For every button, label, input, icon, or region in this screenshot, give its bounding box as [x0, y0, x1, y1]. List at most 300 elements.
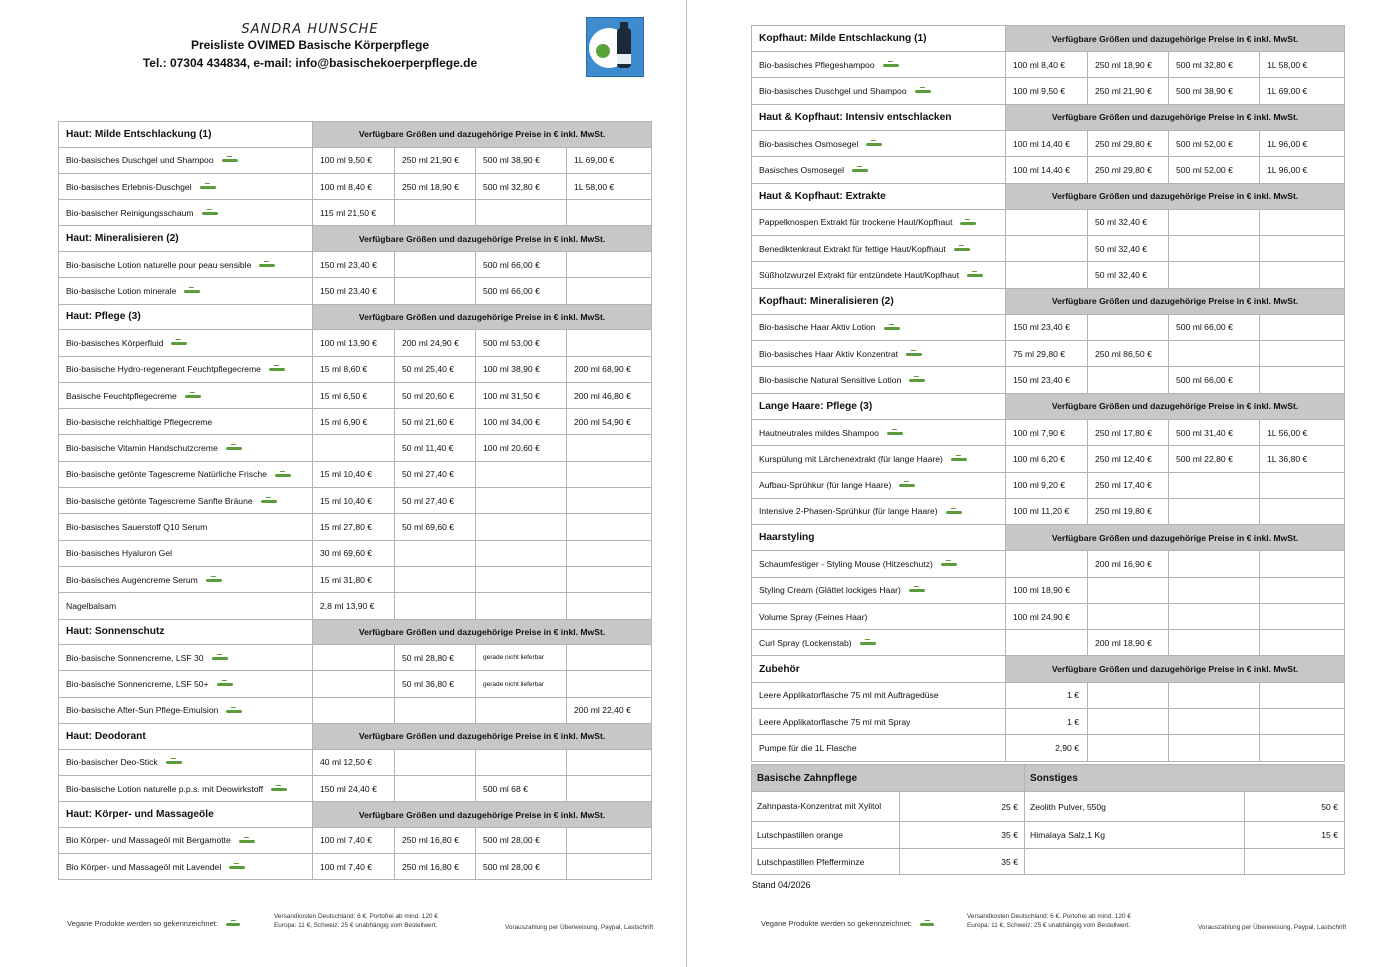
price-cell: 200 ml 54,90 € — [567, 409, 652, 435]
price-cell — [395, 593, 476, 619]
product-name: Süßholzwurzel Extrakt für entzündete Haut/Kopfhaut — [759, 269, 960, 280]
extras-row — [752, 849, 1345, 875]
price-cell: 15 ml 6,90 € — [313, 409, 395, 435]
section-header-row — [752, 525, 1345, 551]
zahnpflege-title: Basische Zahnpflege — [752, 765, 1025, 792]
product-name: Pappelknospen Extrakt für trockene Haut/Kopfhaut — [759, 217, 953, 228]
vegan-leaf-icon — [226, 923, 240, 926]
vegan-leaf-icon — [239, 840, 255, 843]
price-cell: 150 ml 23,40 € — [1006, 314, 1088, 340]
product-name-cell — [59, 593, 313, 619]
price-cell — [313, 697, 395, 723]
product-name: Bio-basischer Deo-Stick — [66, 757, 158, 768]
product-row — [752, 209, 1345, 235]
product-name-cell — [752, 708, 1006, 734]
section-price-header: Verfügbare Größen und dazugehörige Preise in € inkl. MwSt. — [313, 304, 652, 330]
product-name-cell — [59, 382, 313, 408]
price-cell: 50 ml 11,40 € — [395, 435, 476, 461]
product-name: Bio-basisches Körperfluid — [66, 337, 164, 348]
product-name: Bio-basisches Erlebnis-Duschgel — [66, 181, 192, 192]
price-cell — [1169, 209, 1260, 235]
price-cell: 200 ml 16,90 € — [1088, 551, 1169, 577]
product-row — [59, 435, 652, 461]
price-cell — [1260, 630, 1345, 656]
product-row — [752, 367, 1345, 393]
vegan-leaf-icon — [212, 657, 228, 660]
vegan-leaf-icon — [226, 447, 242, 450]
price-cell — [476, 749, 567, 775]
price-cell: 2,90 € — [1006, 735, 1088, 761]
price-cell: 250 ml 21,90 € — [1088, 78, 1169, 104]
price-cell — [567, 775, 652, 801]
price-cell — [313, 435, 395, 461]
price-cell — [567, 593, 652, 619]
product-name-cell — [752, 551, 1006, 577]
product-name-cell — [752, 446, 1006, 472]
price-cell: 500 ml 66,00 € — [476, 252, 567, 278]
product-name: Benediktenkraut Extrakt für fettige Haut/Kopfhaut — [759, 243, 946, 254]
vegan-leaf-icon — [960, 222, 976, 225]
extras-item: Zahnpasta-Konzentrat mit Xylitol — [752, 792, 900, 822]
price-cell: 150 ml 23,40 € — [313, 278, 395, 304]
price-cell: 250 ml 86,50 € — [1088, 341, 1169, 367]
price-cell: 100 ml 7,90 € — [1006, 419, 1088, 445]
price-cell: 100 ml 7,40 € — [313, 854, 395, 880]
section-title: Haut & Kopfhaut: Intensiv entschlacken — [752, 104, 1006, 130]
price-cell — [476, 593, 567, 619]
price-cell — [1260, 682, 1345, 708]
product-name: Schaumfestiger - Styling Mouse (Hitzeschutz) — [759, 558, 933, 569]
price-cell: 500 ml 66,00 € — [1169, 367, 1260, 393]
product-name-cell — [752, 472, 1006, 498]
product-name: Bio-basisches Sauerstoff Q10 Serum — [66, 521, 208, 532]
price-cell — [1169, 577, 1260, 603]
product-name: Bio-basisches Augencreme Serum — [66, 574, 198, 585]
product-name: Bio-basische Vitamin Handschutzcreme — [66, 443, 218, 454]
product-row — [752, 130, 1345, 156]
vegan-leaf-icon — [185, 395, 201, 398]
price-cell — [567, 749, 652, 775]
price-cell: 150 ml 23,40 € — [313, 252, 395, 278]
extras-price: 15 € — [1245, 822, 1345, 849]
price-cell: 1 € — [1006, 708, 1088, 734]
price-cell — [1169, 682, 1260, 708]
price-cell — [395, 200, 476, 226]
product-name-cell — [752, 498, 1006, 524]
section-price-header: Verfügbare Größen und dazugehörige Preise in € inkl. MwSt. — [1006, 525, 1345, 551]
section-price-header: Verfügbare Größen und dazugehörige Preise in € inkl. MwSt. — [1006, 393, 1345, 419]
price-cell — [476, 566, 567, 592]
price-cell: 15 ml 8,60 € — [313, 356, 395, 382]
price-cell: 100 ml 9,50 € — [313, 147, 395, 173]
product-row — [752, 157, 1345, 183]
product-row — [59, 252, 652, 278]
price-cell — [1088, 735, 1169, 761]
section-header-row — [59, 122, 652, 148]
vegan-leaf-icon — [909, 379, 925, 382]
product-row — [59, 488, 652, 514]
product-row — [59, 671, 652, 697]
product-row — [59, 330, 652, 356]
product-name-cell — [59, 330, 313, 356]
product-name-cell — [752, 314, 1006, 340]
price-cell — [476, 200, 567, 226]
price-cell: 250 ml 29,80 € — [1088, 130, 1169, 156]
product-row — [752, 341, 1345, 367]
vegan-leaf-icon — [887, 432, 903, 435]
product-name: Bio-basisches Osmosegel — [759, 138, 859, 149]
section-title: Lange Haare: Pflege (3) — [752, 393, 1006, 419]
price-cell: 100 ml 14,40 € — [1006, 130, 1088, 156]
price-cell: 50 ml 32,40 € — [1088, 209, 1169, 235]
page-left — [0, 0, 688, 967]
price-cell: 1L 36,80 € — [1260, 446, 1345, 472]
extras-item — [1025, 849, 1245, 875]
price-cell — [395, 775, 476, 801]
shipping-europe: Europa: 11 €, Schweiz: 25 € unabhängig vom Bestellwert. — [274, 922, 438, 929]
vegan-legend-text: Vegane Produkte werden so gekennzeichnet: — [761, 919, 912, 928]
product-name-cell — [59, 173, 313, 199]
price-cell: 40 ml 12,50 € — [313, 749, 395, 775]
product-name: Bio-basische getönte Tagescreme Sanfte Bräune — [66, 495, 253, 506]
product-name-cell — [752, 682, 1006, 708]
product-name-cell — [59, 147, 313, 173]
price-cell: 250 ml 21,90 € — [395, 147, 476, 173]
product-row — [59, 593, 652, 619]
price-cell: 15 ml 31,80 € — [313, 566, 395, 592]
product-row — [59, 827, 652, 853]
product-name-cell — [752, 341, 1006, 367]
product-name: Bio-basische Sonnencreme, LSF 50+ — [66, 679, 209, 690]
section-price-header: Verfügbare Größen und dazugehörige Preise in € inkl. MwSt. — [313, 122, 652, 148]
price-cell — [1260, 367, 1345, 393]
product-row — [752, 446, 1345, 472]
price-cell: 500 ml 38,90 € — [1169, 78, 1260, 104]
price-cell — [1169, 603, 1260, 629]
product-name: Bio-basische Lotion naturelle pour peau sensible — [66, 259, 252, 270]
price-cell: 500 ml 32,80 € — [1169, 52, 1260, 78]
product-name: Styling Cream (Glättet lockiges Haar) — [759, 585, 901, 596]
price-cell — [567, 540, 652, 566]
price-cell: 30 ml 69,60 € — [313, 540, 395, 566]
section-header-row — [59, 304, 652, 330]
vegan-leaf-icon — [946, 511, 962, 514]
section-title: Haut: Milde Entschlackung (1) — [59, 122, 313, 148]
product-name: Intensive 2-Phasen-Sprühkur (für lange Haare) — [759, 506, 938, 517]
vegan-legend — [761, 919, 934, 928]
section-header-row — [752, 656, 1345, 682]
price-cell — [1169, 708, 1260, 734]
owner-name: SANDRA HUNSCHE — [241, 22, 379, 37]
price-cell: 100 ml 20,60 € — [476, 435, 567, 461]
extras-table — [751, 764, 1345, 875]
vegan-leaf-icon — [884, 327, 900, 330]
product-name-cell — [59, 775, 313, 801]
vegan-leaf-icon — [166, 761, 182, 764]
sonstiges-title: Sonstiges — [1025, 765, 1345, 792]
shipping-info — [967, 912, 1131, 930]
vegan-leaf-icon — [217, 683, 233, 686]
price-cell: 1 € — [1006, 682, 1088, 708]
price-table-left — [58, 121, 652, 880]
price-cell: 500 ml 38,90 € — [476, 147, 567, 173]
stand-date: Stand 04/2026 — [752, 880, 811, 890]
price-cell: 500 ml 28,00 € — [476, 827, 567, 853]
product-name: Bio-basische getönte Tagescreme Natürliche Frische — [66, 469, 267, 480]
vegan-legend-text: Vegane Produkte werden so gekennzeichnet: — [67, 919, 218, 928]
price-table-right — [751, 25, 1345, 762]
document-title: Preisliste OVIMED Basische Körperpflege — [190, 38, 430, 52]
shipping-europe: Europa: 11 €, Schweiz: 25 € unabhängig vom Bestellwert. — [967, 922, 1131, 929]
section-price-header: Verfügbare Größen und dazugehörige Preise in € inkl. MwSt. — [313, 724, 652, 750]
vegan-leaf-icon — [920, 923, 934, 926]
price-cell: 250 ml 18,90 € — [395, 173, 476, 199]
price-cell: 250 ml 17,80 € — [1088, 419, 1169, 445]
price-cell: 200 ml 68,90 € — [567, 356, 652, 382]
product-row — [59, 854, 652, 880]
price-cell — [567, 854, 652, 880]
product-name-cell — [752, 603, 1006, 629]
price-cell: 75 ml 29,80 € — [1006, 341, 1088, 367]
price-cell: 500 ml 31,40 € — [1169, 419, 1260, 445]
price-cell: 100 ml 9,20 € — [1006, 472, 1088, 498]
price-cell: 15 ml 6,50 € — [313, 382, 395, 408]
price-cell — [567, 514, 652, 540]
price-cell — [1006, 209, 1088, 235]
product-name: Bio-basische After-Sun Pflege-Emulsion — [66, 705, 219, 716]
vegan-leaf-icon — [275, 474, 291, 477]
price-cell — [1088, 577, 1169, 603]
price-cell: 100 ml 18,90 € — [1006, 577, 1088, 603]
product-row — [752, 708, 1345, 734]
price-cell: 100 ml 14,40 € — [1006, 157, 1088, 183]
product-row — [59, 645, 652, 671]
product-row — [752, 472, 1345, 498]
product-row — [59, 173, 652, 199]
price-cell: 500 ml 32,80 € — [476, 173, 567, 199]
price-cell — [567, 330, 652, 356]
product-row — [59, 278, 652, 304]
section-title: Haarstyling — [752, 525, 1006, 551]
product-row — [59, 409, 652, 435]
product-row — [59, 147, 652, 173]
price-cell — [395, 278, 476, 304]
product-name: Bio-basische reichhaltige Pflegecreme — [66, 416, 213, 427]
section-header-row — [752, 393, 1345, 419]
vegan-leaf-icon — [941, 563, 957, 566]
price-cell — [1169, 262, 1260, 288]
price-cell: 100 ml 34,00 € — [476, 409, 567, 435]
product-name: Bio-basische Hydro-regenerant Feuchtpflegecreme — [66, 364, 261, 375]
vegan-leaf-icon — [860, 642, 876, 645]
product-row — [59, 566, 652, 592]
section-price-header: Verfügbare Größen und dazugehörige Preise in € inkl. MwSt. — [313, 619, 652, 645]
section-title: Zubehör — [752, 656, 1006, 682]
product-name-cell — [752, 367, 1006, 393]
product-name-cell — [59, 356, 313, 382]
price-cell — [567, 645, 652, 671]
product-row — [59, 382, 652, 408]
price-cell: 1L 56,00 € — [1260, 419, 1345, 445]
product-name: Leere Applikatorflasche 75 ml mit Auftragedüse — [759, 690, 939, 701]
price-cell — [476, 514, 567, 540]
price-cell: 200 ml 22,40 € — [567, 697, 652, 723]
product-name: Bio-basische Sonnencreme, LSF 30 — [66, 652, 204, 663]
price-cell: 50 ml 25,40 € — [395, 356, 476, 382]
product-name-cell — [752, 130, 1006, 156]
product-name-cell — [59, 671, 313, 697]
price-cell: 100 ml 31,50 € — [476, 382, 567, 408]
price-cell: 200 ml 46,80 € — [567, 382, 652, 408]
price-cell: 200 ml 24,90 € — [395, 330, 476, 356]
contact-line: Tel.: 07304 434834, e-mail: info@basischekoerperpflege.de — [142, 56, 478, 70]
vegan-leaf-icon — [184, 290, 200, 293]
shipping-germany: Versandkosten Deutschland: 6 €. Portofrei ab mind. 120 € — [274, 913, 438, 920]
vegan-leaf-icon — [954, 248, 970, 251]
price-cell — [567, 435, 652, 461]
price-cell — [1260, 262, 1345, 288]
section-price-header: Verfügbare Größen und dazugehörige Preise in € inkl. MwSt. — [1006, 104, 1345, 130]
product-name-cell — [752, 157, 1006, 183]
price-cell: 500 ml 66,00 € — [476, 278, 567, 304]
product-name-cell — [59, 435, 313, 461]
price-cell — [1006, 262, 1088, 288]
product-name: Leere Applikatorflasche 75 ml mit Spray — [759, 716, 911, 727]
product-name-cell — [59, 200, 313, 226]
product-row — [752, 236, 1345, 262]
price-cell: 500 ml 53,00 € — [476, 330, 567, 356]
vegan-legend — [67, 919, 240, 928]
price-cell — [1088, 367, 1169, 393]
extras-row — [752, 822, 1345, 849]
price-cell: 50 ml 28,80 € — [395, 645, 476, 671]
price-cell: 500 ml 22,80 € — [1169, 446, 1260, 472]
section-price-header: Verfügbare Größen und dazugehörige Preise in € inkl. MwSt. — [313, 802, 652, 828]
price-cell: 15 ml 10,40 € — [313, 488, 395, 514]
extras-row — [752, 792, 1345, 822]
product-row — [59, 697, 652, 723]
extras-item: Zeolith Pulver, 550g — [1025, 792, 1245, 822]
price-cell — [395, 566, 476, 592]
extras-item: Lutschpastillen Pfefferminze — [752, 849, 900, 875]
vegan-leaf-icon — [915, 90, 931, 93]
product-row — [59, 540, 652, 566]
product-name: Bio-basisches Duschgel und Shampoo — [759, 86, 907, 97]
product-name-cell — [59, 461, 313, 487]
product-name-cell — [59, 827, 313, 853]
vegan-leaf-icon — [269, 368, 285, 371]
payment-info: Vorauszahlung per Überweisung, Paypal, Lastschrift — [1198, 924, 1347, 931]
price-cell — [1260, 603, 1345, 629]
price-cell: 150 ml 24,40 € — [313, 775, 395, 801]
extras-item: Himalaya Salz,1 Kg — [1025, 822, 1245, 849]
shipping-info — [274, 912, 438, 930]
product-row — [59, 461, 652, 487]
vegan-leaf-icon — [866, 143, 882, 146]
product-row — [752, 603, 1345, 629]
price-cell: 1L 96,00 € — [1260, 130, 1345, 156]
product-name-cell — [752, 735, 1006, 761]
extras-item: Lutschpastillen orange — [752, 822, 900, 849]
price-cell — [1169, 630, 1260, 656]
price-cell — [1169, 472, 1260, 498]
product-name: Volume Spray (Feines Haar) — [759, 611, 868, 622]
document-header — [0, 22, 620, 70]
price-cell: 250 ml 16,80 € — [395, 854, 476, 880]
price-cell — [1260, 577, 1345, 603]
product-name: Bio-basischer Reinigungsschaum — [66, 207, 194, 218]
price-cell: gerade nicht lieferbar — [476, 645, 567, 671]
price-cell: 200 ml 18,90 € — [1088, 630, 1169, 656]
product-row — [59, 749, 652, 775]
price-cell — [567, 252, 652, 278]
product-name: Hautneutrales mildes Shampoo — [759, 427, 879, 438]
vegan-leaf-icon — [852, 169, 868, 172]
product-name: Bio Körper- und Massageöl mit Lavendel — [66, 861, 222, 872]
section-title: Haut: Sonnenschutz — [59, 619, 313, 645]
vegan-leaf-icon — [899, 484, 915, 487]
price-cell — [1260, 735, 1345, 761]
section-header-row — [59, 802, 652, 828]
price-cell — [567, 566, 652, 592]
price-cell — [476, 488, 567, 514]
vegan-leaf-icon — [883, 64, 899, 67]
price-cell: 250 ml 17,40 € — [1088, 472, 1169, 498]
price-cell — [1260, 498, 1345, 524]
price-cell — [395, 252, 476, 278]
extras-price: 50 € — [1245, 792, 1345, 822]
price-cell: 50 ml 21,60 € — [395, 409, 476, 435]
price-cell — [567, 827, 652, 853]
product-name-cell — [752, 630, 1006, 656]
vegan-leaf-icon — [200, 186, 216, 189]
price-cell — [476, 697, 567, 723]
price-cell — [313, 645, 395, 671]
product-name: Bio-basisches Haar Aktiv Konzentrat — [759, 348, 898, 359]
price-cell — [1260, 341, 1345, 367]
product-name-cell — [752, 209, 1006, 235]
vegan-leaf-icon — [909, 589, 925, 592]
vegan-leaf-icon — [226, 710, 242, 713]
price-cell — [476, 540, 567, 566]
product-name-cell — [59, 697, 313, 723]
section-title: Haut: Mineralisieren (2) — [59, 226, 313, 252]
price-cell: 50 ml 27,40 € — [395, 488, 476, 514]
vegan-leaf-icon — [229, 866, 245, 869]
price-cell: 50 ml 69,60 € — [395, 514, 476, 540]
product-name: Bio-basische Natural Sensitive Lotion — [759, 375, 902, 386]
price-cell: 1L 58,00 € — [567, 173, 652, 199]
product-name-cell — [59, 566, 313, 592]
price-cell — [1006, 236, 1088, 262]
section-header-row — [752, 183, 1345, 209]
section-price-header: Verfügbare Größen und dazugehörige Preise in € inkl. MwSt. — [1006, 183, 1345, 209]
price-cell: 250 ml 12,40 € — [1088, 446, 1169, 472]
price-cell: 100 ml 24,90 € — [1006, 603, 1088, 629]
product-row — [752, 262, 1345, 288]
price-cell: 100 ml 6,20 € — [1006, 446, 1088, 472]
price-cell: 50 ml 27,40 € — [395, 461, 476, 487]
price-cell: 100 ml 8,40 € — [313, 173, 395, 199]
price-cell: 1L 69,00 € — [567, 147, 652, 173]
product-name: Bio Körper- und Massageöl mit Bergamotte — [66, 835, 231, 846]
price-cell — [1169, 341, 1260, 367]
product-name-cell — [59, 278, 313, 304]
product-row — [752, 630, 1345, 656]
price-cell: 1L 58,00 € — [1260, 52, 1345, 78]
product-name: Bio-basische Lotion minerale — [66, 286, 177, 297]
price-cell — [567, 488, 652, 514]
